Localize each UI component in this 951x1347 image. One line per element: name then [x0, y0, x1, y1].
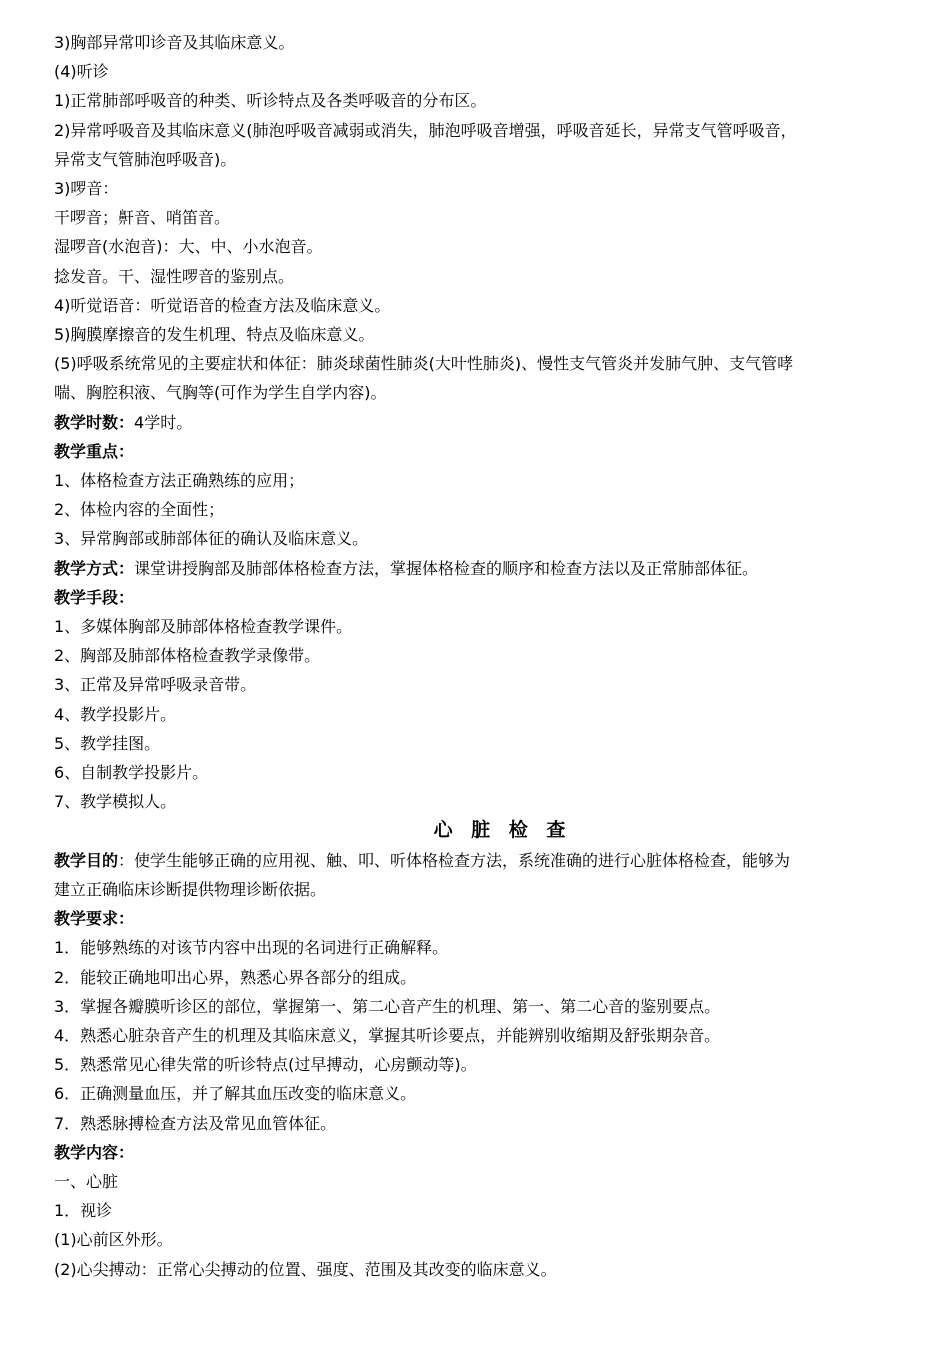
list-item: 1．能够熟练的对该节内容中出现的名词进行正确解释。 [54, 938, 449, 958]
list-item: 3、异常胸部或肺部体征的确认及临床意义。 [54, 529, 369, 549]
list-item: 7．熟悉脉搏检查方法及常见血管体征。 [54, 1113, 337, 1133]
text-line: 4)听觉语音：听觉语音的检查方法及临床意义。 [54, 295, 391, 315]
list-item: (1)心前区外形。 [54, 1230, 173, 1250]
list-item: 1、体格检查方法正确熟练的应用； [54, 471, 305, 491]
list-item: 4、教学投影片。 [54, 704, 177, 724]
text-line: 2)异常呼吸音及其临床意义(肺泡呼吸音减弱或消失，肺泡呼吸音增强，呼吸音延长，异常支气管呼吸音， [54, 120, 797, 140]
teaching-purpose-label: 教学目的 [54, 850, 119, 870]
teaching-means-heading: 教学手段： [54, 587, 135, 607]
teaching-purpose [54, 846, 911, 904]
list-item: 1、多媒体胸部及肺部体格检查教学课件。 [54, 617, 353, 637]
teaching-purpose-text: ：使学生能够正确的应用视、触、叩、听体格检查方法，系统准确的进行心脏体格检查，能够为 [118, 850, 791, 870]
teaching-hours-value: 4学时。 [134, 412, 193, 432]
text-line: 湿啰音(水泡音)：大、中、小水泡音。 [54, 237, 323, 257]
requirements-heading: 教学要求： [54, 909, 135, 929]
teaching-method-label: 教学方式： [54, 558, 135, 578]
teaching-method-value: 课堂讲授胸部及肺部体格检查方法，掌握体格检查的顺序和检查方法以及正常肺部体征。 [134, 558, 759, 578]
list-item: 2．能较正确地叩出心界，熟悉心界各部分的组成。 [54, 967, 417, 987]
text-line: 干啰音；鼾音、哨笛音。 [54, 208, 231, 228]
requirements-section [54, 904, 911, 1138]
list-item: 7、教学模拟人。 [54, 792, 177, 812]
text-line: (5)呼吸系统常见的主要症状和体征：肺炎球菌性肺炎(大叶性肺炎)、慢性支气管炎并发肺气肿、支气管哮 [54, 354, 794, 374]
list-item: 3、正常及异常呼吸录音带。 [54, 675, 257, 695]
content-heading: 教学内容： [54, 1142, 135, 1162]
teaching-hours-label: 教学时数： [54, 412, 135, 432]
text-line: 5)胸膜摩擦音的发生机理、特点及临床意义。 [54, 325, 375, 345]
text-line: 1)正常肺部呼吸音的种类、听诊特点及各类呼吸音的分布区。 [54, 91, 487, 111]
text-line: 3)胸部异常叩诊音及其临床意义。 [54, 33, 295, 52]
teaching-hours [54, 408, 911, 437]
list-item: 6、自制教学投影片。 [54, 763, 209, 783]
lung-auscultation-section [54, 28, 911, 408]
list-item: 1．视诊 [54, 1201, 113, 1221]
text-line: 捻发音。干、湿性啰音的鉴别点。 [54, 266, 295, 286]
section-title: 心 脏 检 查 [433, 819, 572, 842]
teaching-means-section [54, 583, 911, 817]
text-line: (4)听诊 [54, 62, 109, 82]
text-line: 喘、胸腔积液、气胸等(可作为学生自学内容)。 [54, 383, 387, 403]
list-item: 5、教学挂图。 [54, 733, 161, 753]
list-item: 2、体检内容的全面性； [54, 500, 225, 520]
purpose-line-1 [54, 846, 911, 875]
list-item: 2、胸部及肺部体格检查教学录像带。 [54, 646, 321, 666]
list-item: 5．熟悉常见心律失常的听诊特点(过早搏动，心房颤动等)。 [54, 1055, 477, 1075]
key-points-heading: 教学重点： [54, 441, 135, 461]
list-item: 3．掌握各瓣膜听诊区的部位，掌握第一、第二心音产生的机理、第一、第二心音的鉴别要点。 [54, 996, 721, 1016]
list-item: 6．正确测量血压，并了解其血压改变的临床意义。 [54, 1084, 417, 1104]
text-line: 异常支气管肺泡呼吸音)。 [54, 149, 237, 169]
teaching-method [54, 554, 911, 583]
key-points-section [54, 437, 911, 554]
list-item: 一、心脏 [54, 1171, 119, 1191]
content-section [54, 1138, 911, 1284]
text-line: 3)啰音： [54, 179, 119, 199]
list-item: 4．熟悉心脏杂音产生的机理及其临床意义，掌握其听诊要点，并能辨别收缩期及舒张期杂音。 [54, 1025, 721, 1045]
list-item: (2)心尖搏动：正常心尖搏动的位置、强度、范围及其改变的临床意义。 [54, 1259, 557, 1279]
purpose-line-2: 建立正确临床诊断提供物理诊断依据。 [54, 879, 327, 899]
